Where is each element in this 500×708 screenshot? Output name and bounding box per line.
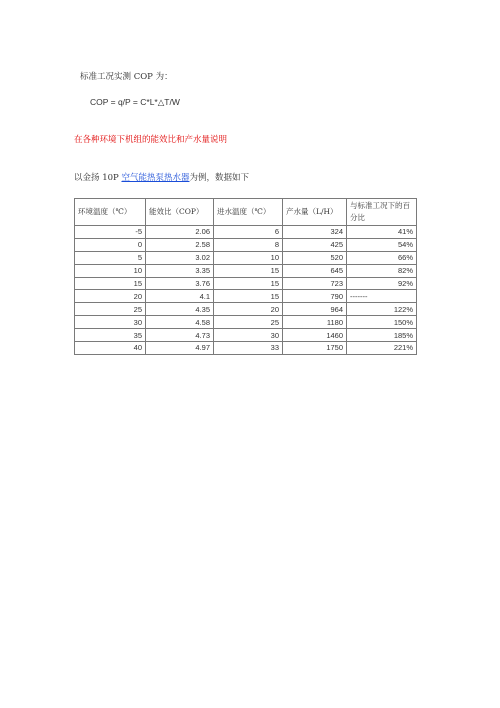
inlet-temp-cell: 20 [214, 303, 283, 316]
cop-cell: 2.06 [146, 226, 214, 239]
water-output-cell: 1750 [283, 342, 347, 355]
heat-pump-link[interactable]: 空气能热泵热水器 [121, 173, 190, 183]
percentage-cell: 185% [347, 329, 417, 342]
inlet-temp-cell: 15 [214, 277, 283, 290]
percentage-cell: 221% [347, 342, 417, 355]
water-output-cell: 425 [283, 238, 347, 251]
ambient-temp-cell: 5 [75, 251, 146, 264]
cop-cell: 4.35 [146, 303, 214, 316]
inlet-temp-cell: 15 [214, 264, 283, 277]
ambient-temp-cell: 20 [75, 290, 146, 303]
example-intro-suffix: 为例，数据如下 [189, 173, 249, 183]
inlet-temp-cell: 30 [214, 329, 283, 342]
section-heading: 在各种环境下机组的能效比和产水量说明 [74, 135, 228, 145]
cop-cell: 4.1 [146, 290, 214, 303]
water-output-cell: 520 [283, 251, 347, 264]
table-row [75, 303, 417, 316]
ambient-temp-cell: 30 [75, 316, 146, 329]
cop-intro-text: 标准工况实测 COP 为： [80, 72, 173, 82]
water-output-cell: 790 [283, 290, 347, 303]
ambient-temp-cell: 0 [75, 238, 146, 251]
performance-table [74, 198, 417, 355]
example-intro-prefix: 以金扬 10P [74, 173, 122, 183]
percentage-cell: 92% [347, 277, 417, 290]
inlet-temp-cell: 6 [214, 226, 283, 239]
inlet-temp-cell: 15 [214, 290, 283, 303]
table-row [75, 264, 417, 277]
inlet-temp-cell: 10 [214, 251, 283, 264]
inlet-temp-cell: 33 [214, 342, 283, 355]
water-output-cell: 324 [283, 226, 347, 239]
water-output-cell: 1460 [283, 329, 347, 342]
percentage-cell: ------- [347, 290, 417, 303]
table-row [75, 342, 417, 355]
percentage-cell: 122% [347, 303, 417, 316]
cop-formula: COP = q/P = C*L*△T/W [90, 97, 180, 107]
ambient-temp-cell: 40 [75, 342, 146, 355]
cop-cell: 3.35 [146, 264, 214, 277]
table-row [75, 238, 417, 251]
ambient-temp-cell: 35 [75, 329, 146, 342]
header-ambient-temp: 环境温度（℃） [75, 199, 146, 226]
table-row [75, 290, 417, 303]
table-header-row [75, 199, 417, 226]
inlet-temp-cell: 8 [214, 238, 283, 251]
table-row [75, 226, 417, 239]
cop-cell: 4.58 [146, 316, 214, 329]
cop-cell: 4.73 [146, 329, 214, 342]
header-water-output: 产水量（L/H） [283, 199, 347, 226]
example-intro [74, 171, 249, 183]
water-output-cell: 723 [283, 277, 347, 290]
water-output-cell: 645 [283, 264, 347, 277]
table-row [75, 329, 417, 342]
percentage-cell: 82% [347, 264, 417, 277]
table-row [75, 316, 417, 329]
cop-cell: 3.76 [146, 277, 214, 290]
header-percentage: 与标准工况下的百分比 [347, 199, 417, 226]
table-row [75, 251, 417, 264]
percentage-cell: 66% [347, 251, 417, 264]
percentage-cell: 41% [347, 226, 417, 239]
cop-cell: 2.58 [146, 238, 214, 251]
ambient-temp-cell: -5 [75, 226, 146, 239]
table-row [75, 277, 417, 290]
cop-cell: 3.02 [146, 251, 214, 264]
percentage-cell: 54% [347, 238, 417, 251]
ambient-temp-cell: 15 [75, 277, 146, 290]
inlet-temp-cell: 25 [214, 316, 283, 329]
cop-cell: 4.97 [146, 342, 214, 355]
water-output-cell: 964 [283, 303, 347, 316]
ambient-temp-cell: 10 [75, 264, 146, 277]
header-inlet-temp: 进水温度（℃） [214, 199, 283, 226]
header-cop: 能效比（COP） [146, 199, 214, 226]
water-output-cell: 1180 [283, 316, 347, 329]
ambient-temp-cell: 25 [75, 303, 146, 316]
percentage-cell: 150% [347, 316, 417, 329]
